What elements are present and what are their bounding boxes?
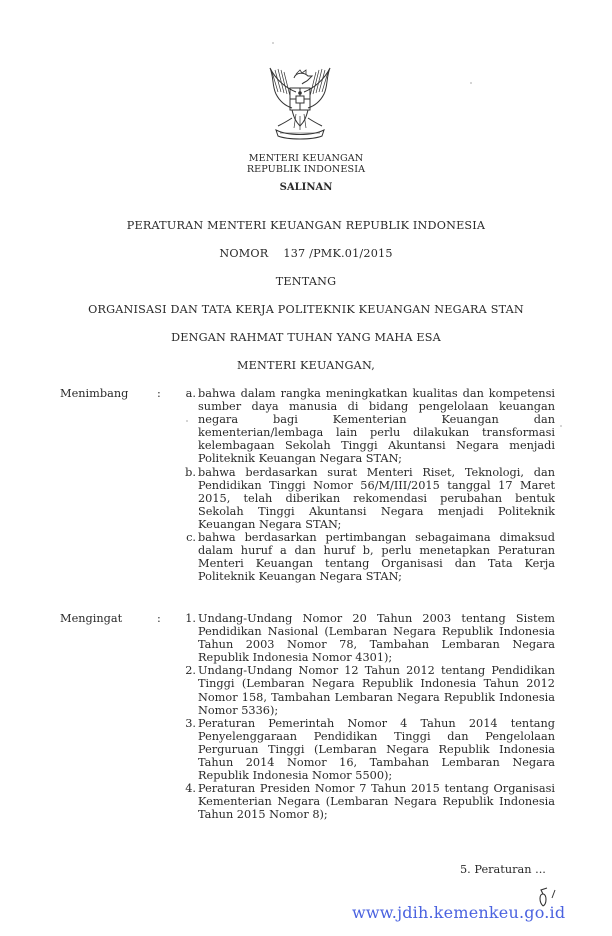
menimbang-item-b (0, 466, 612, 531)
item-text: Peraturan Presiden Nomor 7 Tahun 2015 tentang Organisasi Kementerian Negara (Lembaran Negara Republik Indonesia Tahun 2015 Nomor 8); (198, 782, 555, 822)
scan-speck (470, 82, 472, 84)
item-marker: c. (186, 531, 196, 545)
item-text: Undang-Undang Nomor 20 Tahun 2003 tentang Sistem Pendidikan Nasional (Lembaran Negara Republik Indonesia Tahun 2003 Nomor 78, Tambahan Lembaran Negara Republik Indonesia Nomor 4301); (198, 612, 555, 665)
jdih-watermark-link[interactable]: www.jdih.kemenkeu.go.id (352, 903, 566, 922)
number-value: 137 /PMK.01/2015 (283, 247, 393, 260)
number-label: NOMOR (219, 247, 269, 260)
menimbang-item-c (0, 531, 612, 583)
item-marker: 3. (185, 716, 196, 730)
menimbang-label: Menimbang (60, 387, 129, 400)
mengingat-item-2 (0, 664, 612, 716)
scan-speck (186, 420, 188, 422)
item-marker: a. (185, 387, 196, 400)
mengingat-section (0, 612, 612, 822)
garuda-emblem-icon (262, 62, 338, 148)
menimbang-colon: : (157, 387, 161, 400)
menimbang-item-a (0, 387, 612, 466)
blessing-line: DENGAN RAHMAT TUHAN YANG MAHA ESA (171, 331, 441, 344)
item-marker: 1. (185, 612, 196, 625)
copy-label: SALINAN (279, 182, 333, 193)
regulation-title: PERATURAN MENTERI KEUANGAN REPUBLIK INDONESIA (126, 219, 486, 232)
issuer-line: MENTERI KEUANGAN, (237, 359, 375, 372)
ministry-line-2: REPUBLIK INDONESIA (246, 164, 366, 175)
regulation-number (0, 247, 612, 260)
item-text: bahwa berdasarkan surat Menteri Riset, Teknologi, dan Pendidikan Tinggi Nomor 56/M/III/2015 tanggal 17 Maret 2015, telah diberikan rekomendasi perubahan bentuk Sekolah Tinggi Akuntansi Negara menjadi Politeknik Keuangan Negara STAN; (198, 465, 555, 531)
continuation-text: 5. Peraturan ... (460, 863, 546, 876)
scan-speck (560, 425, 562, 427)
item-marker: 4. (185, 782, 196, 796)
item-marker: 2. (185, 664, 196, 678)
mengingat-item-4 (0, 782, 612, 821)
regulation-subject: ORGANISASI DAN TATA KERJA POLITEKNIK KEUANGAN NEGARA STAN (88, 303, 524, 316)
item-marker: b. (185, 465, 196, 479)
item-text: Peraturan Pemerintah Nomor 4 Tahun 2014 tentang Penyelenggaraan Pendidikan Tinggi dan Pengelolaan Perguruan Tinggi (Lembaran Negara Republik Indonesia Tahun 2014 Nomor 16, Tambahan Lembaran Negara Republik Indonesia Nomor 5500); (198, 716, 555, 783)
mengingat-item-1 (0, 612, 612, 664)
scan-speck (272, 42, 274, 44)
item-text: bahwa dalam rangka meningkatkan kualitas dan kompetensi sumber daya manusia di bidang pengelolaan keuangan negara bagi Kementerian Keuangan dan kementerian/lembaga lain perlu dilakukan transformasi kelembagaan Sekolah Tinggi Akuntansi Negara menjadi Politeknik Keuangan Negara STAN; (198, 387, 555, 466)
menimbang-section (0, 387, 612, 583)
item-text: bahwa berdasarkan pertimbangan sebagaimana dimaksud dalam huruf a dan huruf b, perlu menetapkan Peraturan Menteri Keuangan tentang Organisasi dan Tata Kerja Politeknik Keuangan Negara STAN; (198, 531, 555, 584)
mengingat-colon: : (157, 612, 161, 625)
about-label: TENTANG (275, 275, 337, 288)
ministry-line-1: MENTERI KEUANGAN (248, 153, 364, 164)
mengingat-item-3 (0, 717, 612, 782)
mengingat-label: Mengingat (60, 612, 123, 625)
item-text: Undang-Undang Nomor 12 Tahun 2012 tentang Pendidikan Tinggi (Lembaran Negara Republik Indonesia Tahun 2012 Nomor 158, Tambahan Lembaran Negara Republik Indonesia Nomor 5336); (198, 664, 555, 717)
